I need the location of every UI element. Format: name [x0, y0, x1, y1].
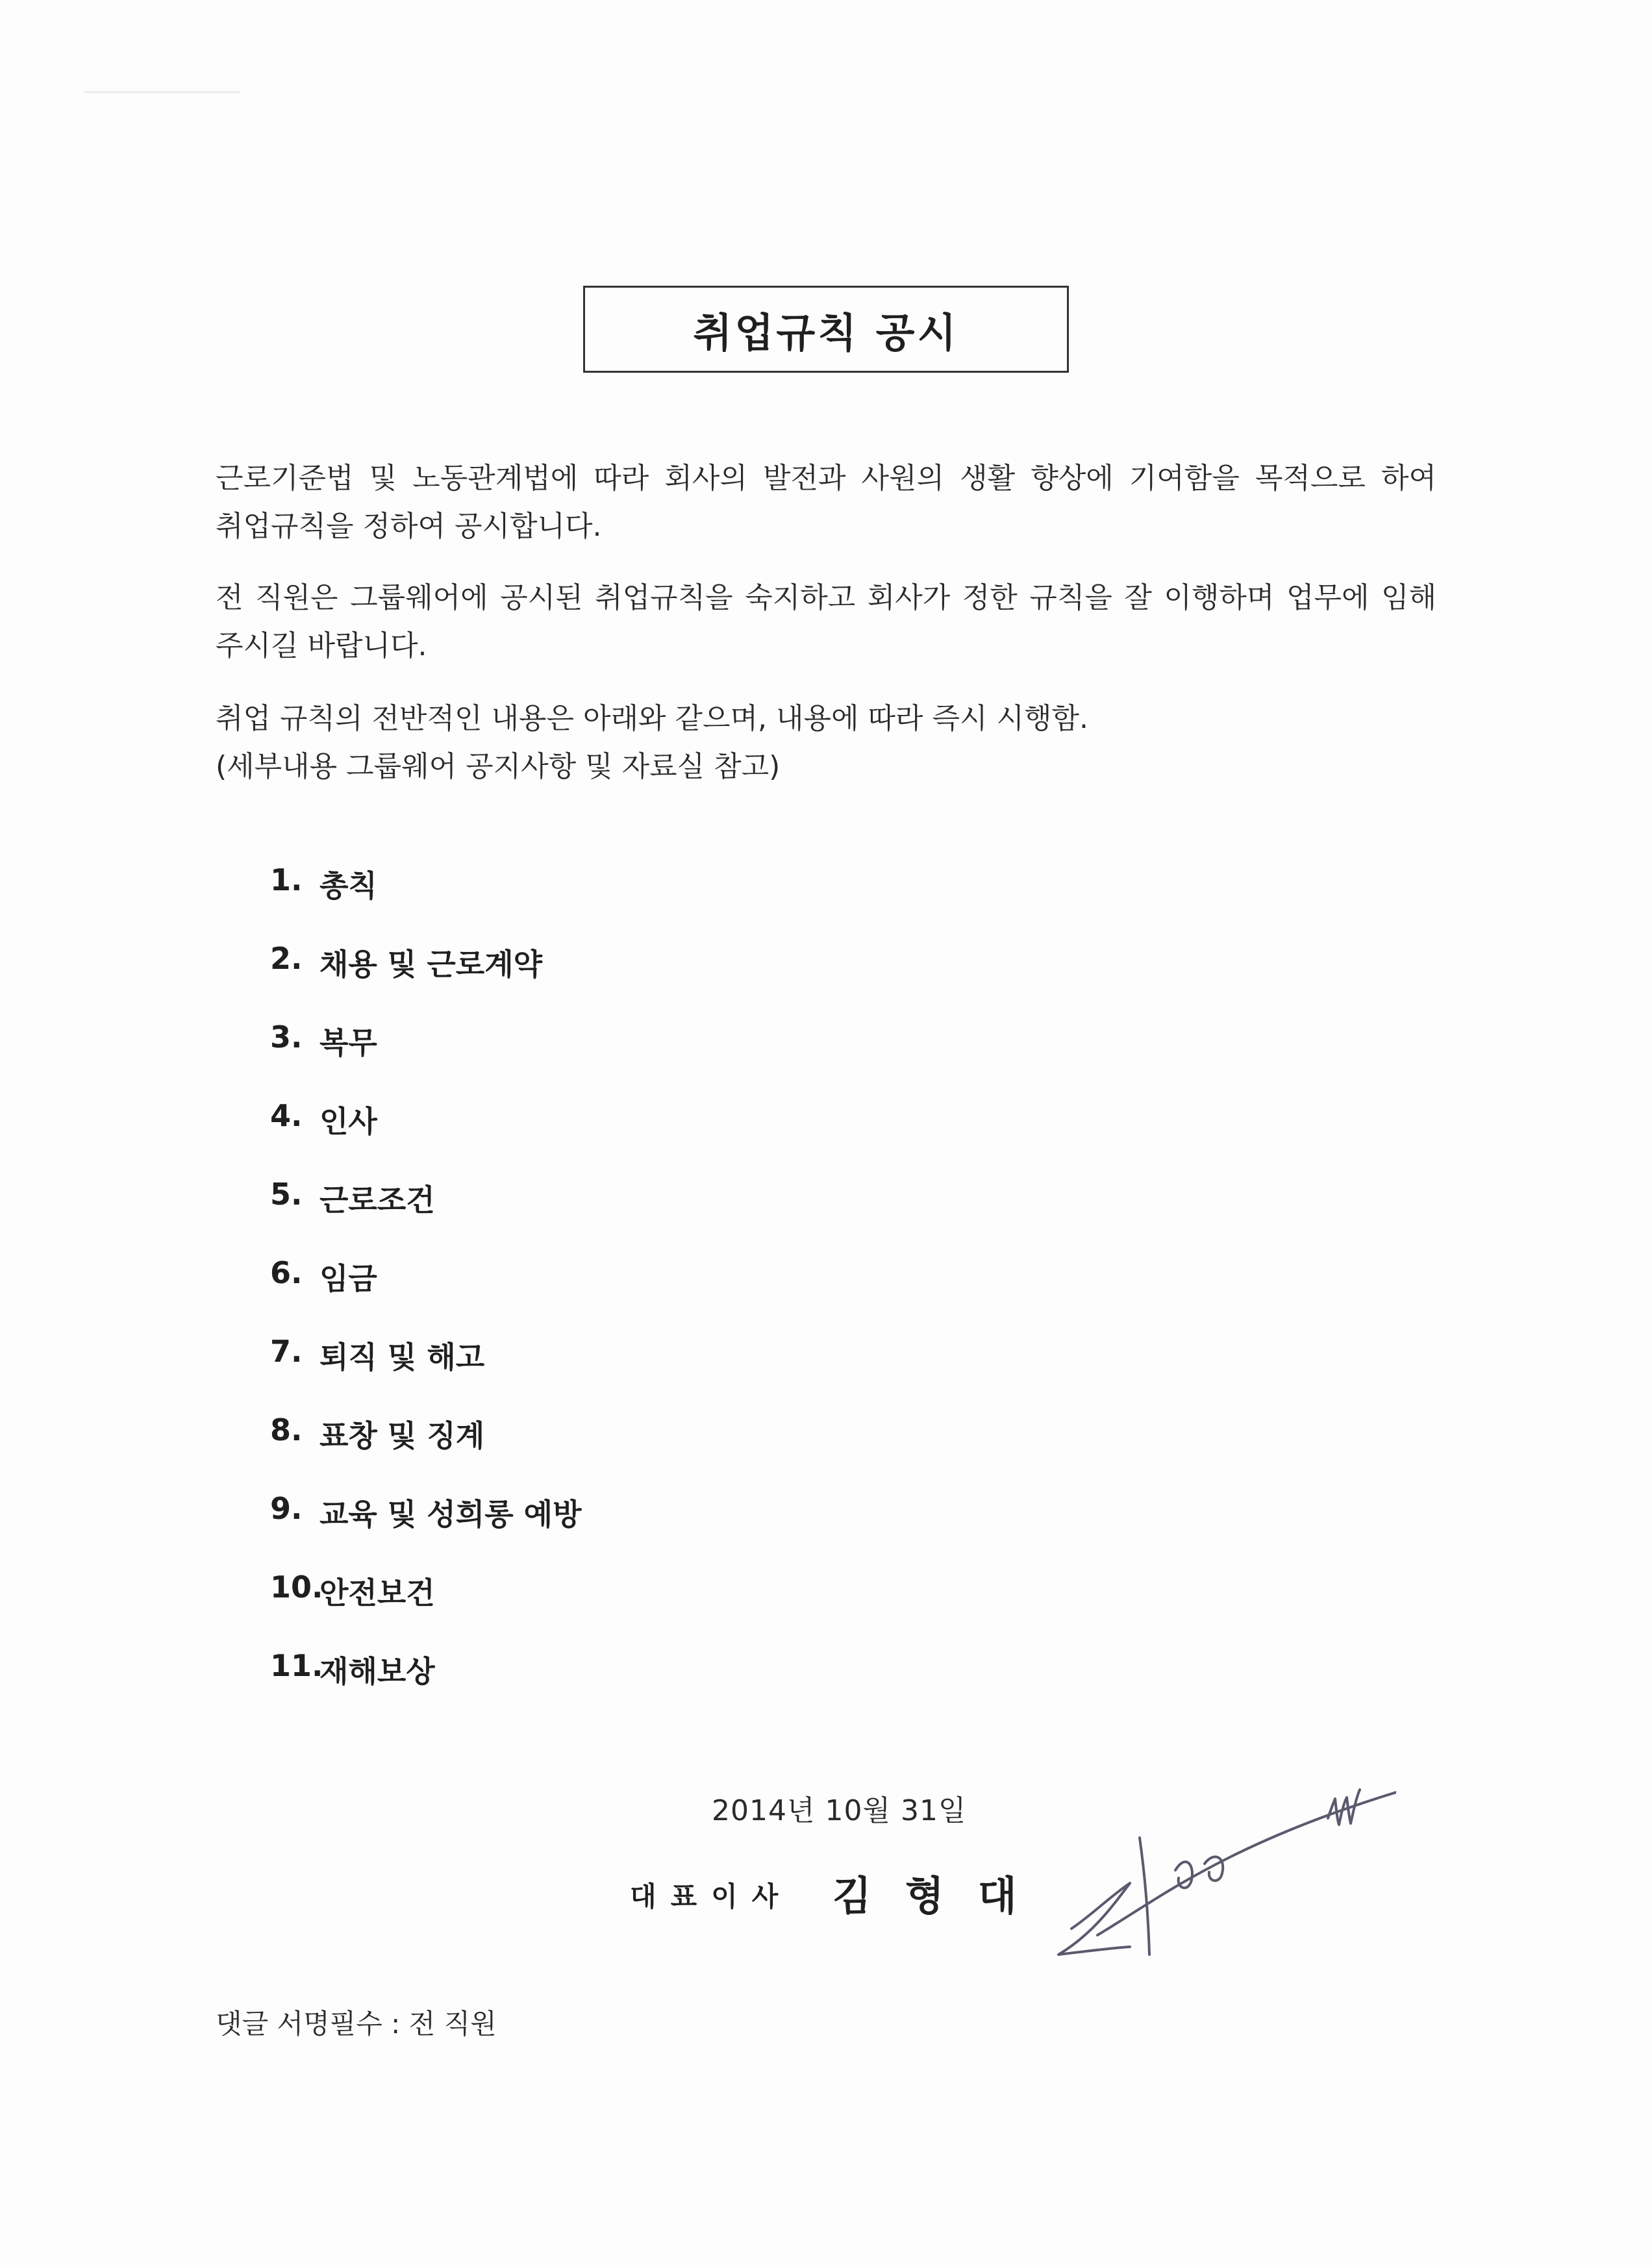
list-item-number: 6. — [270, 1255, 303, 1290]
list-item-label: 표창 및 징계 — [319, 1418, 485, 1453]
list-item-number: 5. — [270, 1177, 303, 1212]
list-item-label: 복무 — [319, 1025, 377, 1060]
list-item — [270, 1334, 582, 1412]
list-item-number: 4. — [270, 1098, 303, 1133]
list-item — [270, 862, 582, 941]
list-item — [270, 1570, 582, 1648]
signature-requirement-note: 댓글 서명필수 : 전 직원 — [216, 2008, 497, 2040]
list-item-number: 11. — [270, 1648, 323, 1683]
intro-paragraph: 근로기준법 및 노동관계법에 따라 회사의 발전과 사원의 생활 향상에 기여함을 목적으로 하여 취업규칙을 정하여 공시합니다. — [216, 462, 1436, 543]
list-item — [270, 1098, 582, 1177]
list-item — [270, 941, 582, 1020]
summary-reference-line: (세부내용 그룹웨어 공지사항 및 자료실 참고) — [216, 750, 781, 783]
list-item-number: 7. — [270, 1334, 303, 1369]
rules-list — [270, 862, 582, 1727]
list-item — [270, 1491, 582, 1570]
list-item-label: 퇴직 및 해고 — [319, 1340, 485, 1375]
list-item-label: 임금 — [319, 1261, 377, 1296]
title-box — [583, 286, 1069, 373]
list-item-number: 10. — [270, 1570, 323, 1605]
document-title: 취업규칙 공시 — [693, 308, 959, 357]
signature-icon — [1032, 1740, 1396, 2000]
list-item-number: 2. — [270, 941, 303, 976]
list-item-label: 근로조건 — [319, 1183, 435, 1218]
list-item — [270, 1020, 582, 1098]
list-item-label: 총칙 — [319, 868, 377, 903]
summary-paragraph — [216, 695, 1436, 791]
list-item-label: 안전보건 — [319, 1575, 435, 1610]
summary-line: 취업 규칙의 전반적인 내용은 아래와 같으며, 내용에 따라 즉시 시행함. — [216, 702, 1088, 735]
list-item-number: 8. — [270, 1412, 303, 1447]
representative-name: 김형대 — [832, 1872, 1051, 1920]
instruction-paragraph: 전 직원은 그룹웨어에 공시된 취업규칙을 숙지하고 회사가 정한 규칙을 잘 이행하며 업무에 임해 주시길 바랍니다. — [216, 581, 1436, 662]
list-item — [270, 1412, 582, 1491]
list-item-label: 인사 — [319, 1104, 377, 1139]
document-date: 2014년 10월 31일 — [712, 1794, 967, 1827]
list-item-number: 9. — [270, 1491, 303, 1526]
list-item-label: 재해보상 — [319, 1654, 435, 1689]
representative-role: 대표이사 — [630, 1881, 793, 1912]
list-item-label: 교육 및 성희롱 예방 — [319, 1497, 582, 1532]
list-item-label: 채용 및 근로계약 — [319, 947, 543, 982]
list-item-number: 3. — [270, 1020, 303, 1055]
list-item — [270, 1177, 582, 1255]
scan-artifact — [84, 91, 240, 94]
list-item — [270, 1255, 582, 1334]
list-item — [270, 1648, 582, 1727]
list-item-number: 1. — [270, 862, 303, 897]
